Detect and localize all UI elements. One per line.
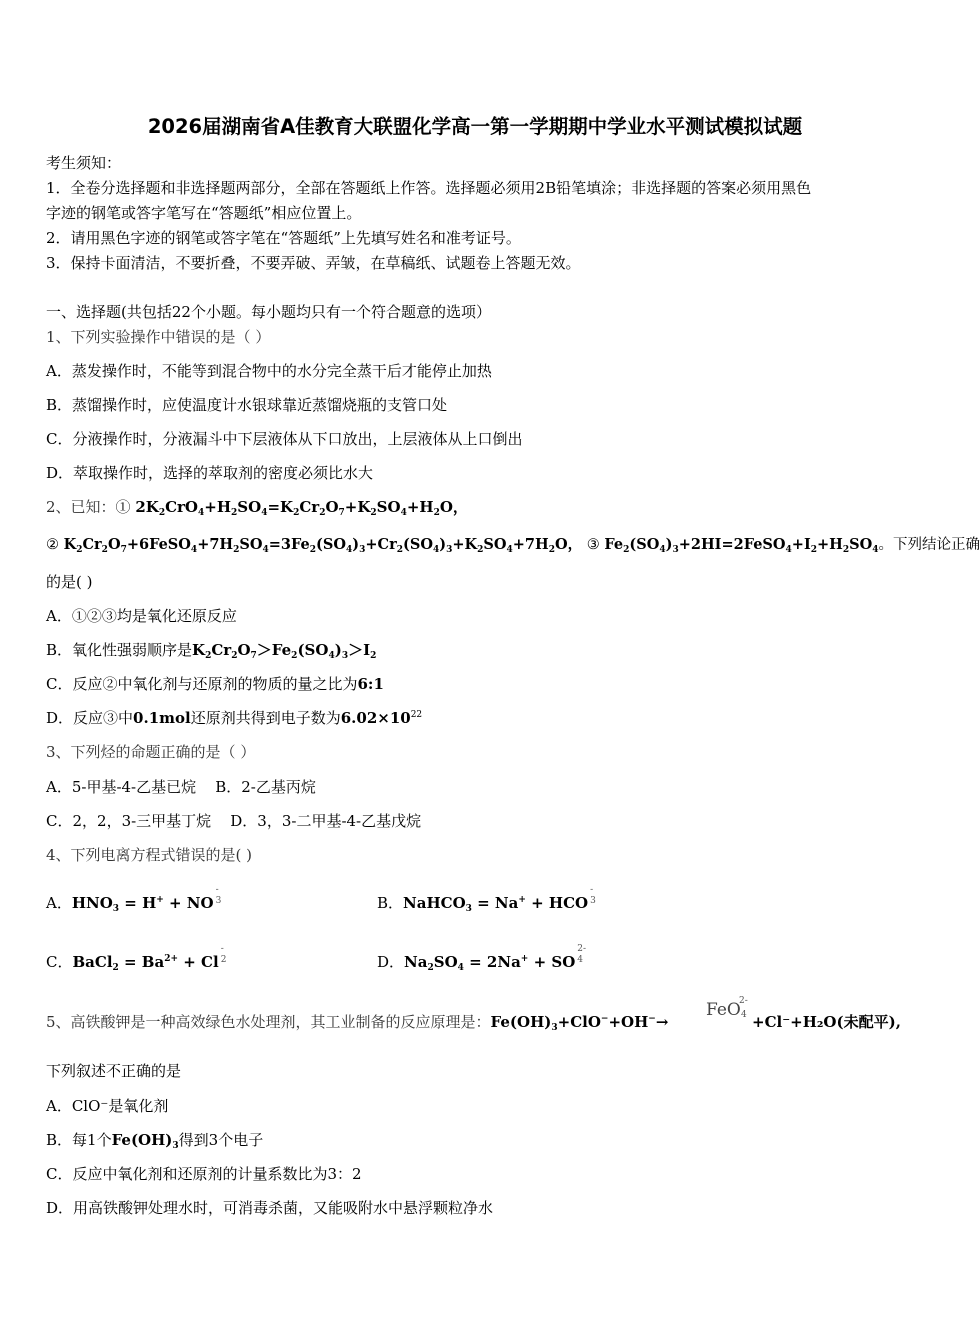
q2-prefix: 2、已知：	[46, 498, 116, 516]
q2-stem-line2	[46, 535, 980, 555]
q2-option-b-text: B．氧化性强弱顺序是	[46, 641, 193, 659]
notice-item-2: 2．请用黑色字迹的钢笔或答字笔在“答题纸”上先填写姓名和准考证号。	[46, 229, 521, 247]
q1-stem: 1、下列实验操作中错误的是（ ）	[46, 328, 271, 346]
notice-heading: 考生须知：	[46, 154, 122, 172]
q2-label-3: ③	[586, 537, 600, 553]
q5-feo-charge: 2-	[739, 996, 748, 1006]
q2-option-c-value: 6:1	[357, 675, 384, 693]
q4-option-c-ion-mark: - 2	[220, 944, 227, 965]
q2-option-d-value: 6.02×10	[340, 709, 411, 727]
q4-option-d	[377, 944, 587, 973]
q4-option-c-formula: BaCl$_2$ = $Ba^{2+} + Cl$	[72, 953, 219, 973]
q5-option-b-formula: $Fe(OH)_3$	[111, 1131, 179, 1151]
q2-option-d-text2: 还原剂共得到电子数为	[190, 709, 341, 727]
q2-option-d-exponent: 22	[410, 710, 423, 720]
q1-option-d: D．萃取操作时，选择的萃取剂的密度必须比水大	[46, 464, 374, 482]
q2-reaction-2: $K_2Cr_2O_7+6FeSO_4+7H_2SO_4=3Fe_2(SO_4)_3+Cr_2(SO_4)_3+K_2SO_4+7H_2O$，	[63, 536, 583, 555]
q4-option-d-label: D．	[377, 953, 405, 971]
q5-feo-subscript: 4	[741, 1010, 747, 1020]
q2-label-2: ②	[46, 537, 59, 553]
q5-option-b	[46, 1130, 263, 1150]
q2-reaction-1: $2K_2CrO_4+H_2SO_4=K_2Cr_2O_7+K_2SO_4+H_2O$，	[135, 498, 468, 518]
q2-option-c	[46, 674, 384, 694]
q2-label-1: ①	[115, 498, 131, 516]
q4-option-a	[46, 885, 226, 914]
q1-option-a: A．蒸发操作时，不能等到混合物中的水分完全蒸干后才能停止加热	[46, 362, 492, 380]
q3-options-ab	[46, 777, 316, 797]
q5-stem-line1	[46, 1012, 668, 1032]
q2-option-d	[46, 708, 422, 728]
page-title: 2026届湖南省A佳教育大联盟化学高一第一学期期中学业水平测试模拟试题	[147, 115, 803, 138]
q2-tail: 。下列结论正确	[878, 537, 980, 553]
q5-product-feo4	[706, 996, 748, 1020]
q5-stem-line2: 下列叙述不正确的是	[46, 1062, 182, 1080]
q2-option-a: A．①②③均是氧化还原反应	[46, 607, 237, 625]
q3-stem: 3、下列烃的命题正确的是（ ）	[46, 743, 256, 761]
q2-option-c-text: C．反应②中氧化剂与还原剂的物质的量之比为	[46, 675, 358, 693]
q1-option-b: B．蒸馏操作时，应使温度计水银球靠近蒸馏烧瓶的支管口处	[46, 396, 448, 414]
q4-option-b-formula: NaHCO$_3$ = Na+ + HCO	[403, 894, 589, 914]
q5-reactants: $Fe(OH)_3+ClO^-+OH^-\to$	[490, 1013, 669, 1033]
q2-option-d-text: D．反应③中	[46, 709, 134, 727]
q2-stem-end: 的是( )	[46, 573, 93, 591]
q3-option-b: B．2-乙基丙烷	[215, 778, 316, 796]
q4-option-b	[377, 885, 600, 914]
section-heading: 一、选择题(共包括22个小题。每小题均只有一个符合题意的选项）	[46, 303, 491, 321]
q4-option-a-formula: $HNO_3 = H^+$ + NO	[71, 894, 214, 914]
q4-option-a-label: A．	[46, 894, 72, 912]
q4-option-d-ion-mark: 2- 4	[577, 944, 587, 965]
q5-option-a: A．ClO⁻是氧化剂	[46, 1097, 169, 1115]
q2-option-d-amount: 0.1mol	[133, 709, 191, 727]
q2-stem-line1	[46, 497, 468, 517]
q1-option-c: C．分液操作时，分液漏斗中下层液体从下口放出，上层液体从上口倒出	[46, 430, 523, 448]
q5-option-c: C．反应中氧化剂和还原剂的计量系数比为3：2	[46, 1165, 362, 1183]
q5-stem-start: 5、高铁酸钾是一种高效绿色水处理剂，其工业制备的反应原理是：	[46, 1013, 491, 1031]
q3-option-a: A．5-甲基-4-乙基已烷	[46, 778, 197, 796]
q3-option-d: D．3，3-二甲基-4-乙基戊烷	[230, 812, 422, 830]
q3-options-cd	[46, 811, 421, 831]
q4-option-a-ion-mark: - 3	[215, 885, 222, 906]
q4-option-b-ion-mark: - 3	[590, 885, 596, 906]
q3-option-c: C．2，2，3-三甲基丁烷	[46, 812, 212, 830]
q5-option-b-text: B．每1个	[46, 1131, 112, 1149]
q4-option-c	[46, 944, 231, 973]
notice-item-1b: 字迹的钢笔或答字笔写在“答题纸”相应位置上。	[46, 204, 362, 222]
q2-option-b	[46, 640, 376, 660]
notice-item-3: 3．保持卡面清洁，不要折叠，不要弄破、弄皱，在草稿纸、试题卷上答题无效。	[46, 254, 581, 272]
q4-stem: 4、下列电离方程式错误的是( )	[46, 846, 253, 864]
q4-option-c-label: C．	[46, 953, 73, 971]
q2-option-b-formula: $K_2Cr_2O_7>Fe_2(SO_4)_3>I_2$	[192, 641, 377, 661]
q5-option-d: D．用高铁酸钾处理水时，可消毒杀菌，又能吸附水中悬浮颗粒净水	[46, 1199, 494, 1217]
q2-reaction-3: $Fe_2(SO_4)_3+2HI=2FeSO_4+I_2+H_2SO_4$	[604, 536, 879, 555]
notice-item-1a: 1．全卷分选择题和非选择题两部分，全部在答题纸上作答。选择题必须用2B铅笔填涂；非选择题的答案必须用黑色	[46, 179, 812, 197]
q4-option-b-label: B．	[377, 894, 404, 912]
q4-option-d-formula: $Na_2SO_4 = 2Na^+$ + SO	[404, 953, 576, 973]
q5-stem-end: +Cl⁻+H₂O(未配平),	[752, 1013, 901, 1031]
q5-feo-text: FeO	[706, 1000, 741, 1020]
q5-option-b-text2: 得到3个电子	[178, 1131, 264, 1149]
